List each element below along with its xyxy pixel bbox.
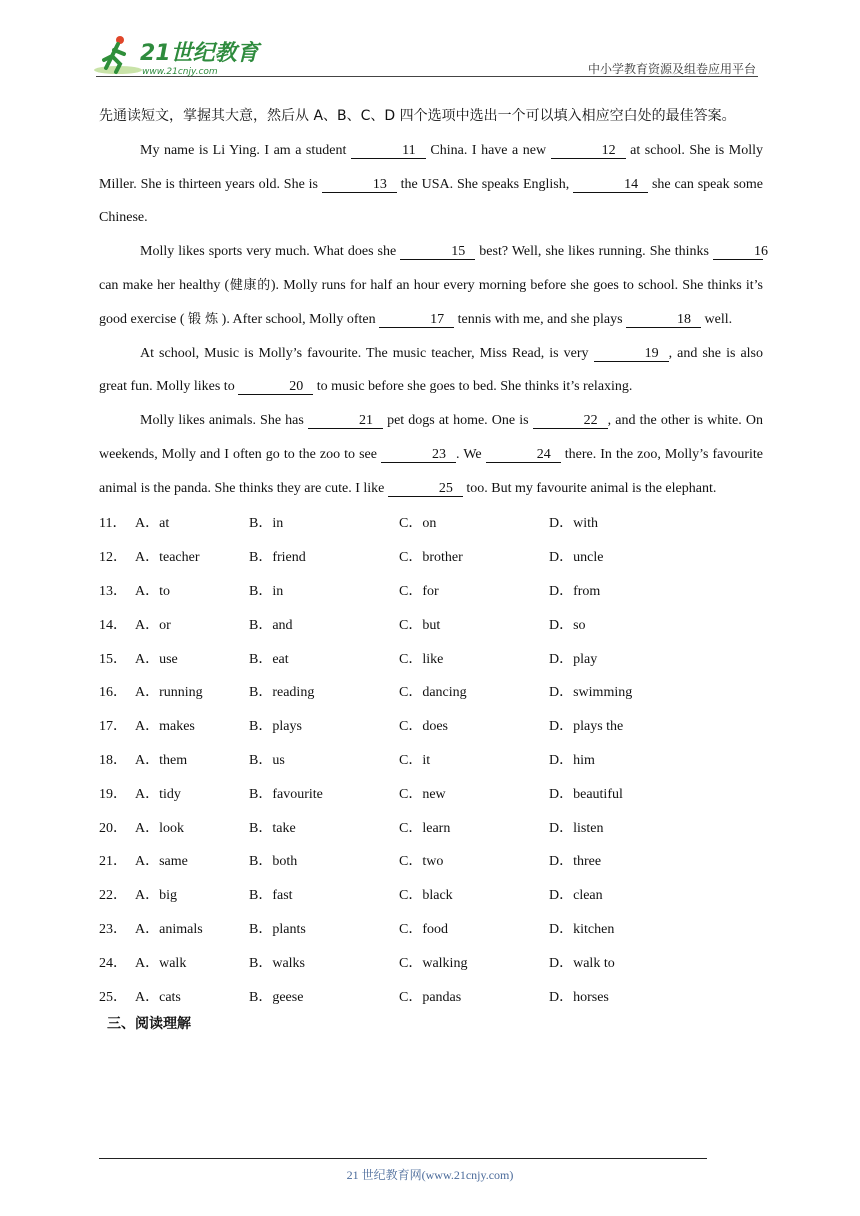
question-number: 16． — [99, 685, 127, 701]
option-b: B．eat — [249, 651, 289, 667]
passage-text: there. In the zoo, Molly’s favourite animal is the panda. She thinks they are cute. I like — [99, 446, 764, 496]
question-number: 25． — [99, 989, 127, 1005]
option-c: C．it — [399, 753, 431, 769]
blank-18: 18 — [626, 312, 701, 328]
option-c: C．like — [399, 651, 444, 667]
blank-12: 12 — [551, 143, 626, 159]
blank-21: 21 — [308, 413, 383, 429]
option-a: A．look — [135, 820, 184, 836]
option-b: B．reading — [249, 685, 315, 701]
question-row-24 — [99, 945, 763, 979]
question-row-21 — [99, 844, 763, 878]
option-a: A．running — [135, 685, 203, 701]
option-d: D．three — [549, 854, 602, 870]
option-d: D．walk to — [549, 955, 615, 971]
question-row-25 — [99, 979, 763, 1013]
chinese-gloss: 锻 炼 — [188, 311, 219, 327]
question-row-14 — [99, 607, 763, 641]
question-number: 11． — [99, 516, 127, 532]
passage-text: At school, Music is Molly’s favourite. The music teacher, Miss Read, is very — [140, 345, 594, 361]
option-a: A．cats — [135, 989, 181, 1005]
passage-text: ). After school, Molly often — [218, 311, 380, 327]
svg-text:www.21cnjy.com: www.21cnjy.com — [142, 67, 218, 77]
question-row-22 — [99, 877, 763, 911]
passage-paragraph-2 — [99, 235, 768, 336]
option-d: D．horses — [549, 989, 609, 1005]
option-d: D．uncle — [549, 550, 604, 566]
blank-14: 14 — [573, 177, 648, 193]
option-a: A．walk — [135, 955, 187, 971]
option-d: D．play — [549, 651, 598, 667]
option-c: C．brother — [399, 550, 463, 566]
blank-11: 11 — [351, 143, 426, 159]
header-platform-text: 中小学教育资源及组卷应用平台 — [587, 62, 756, 76]
option-d: D．him — [549, 753, 595, 769]
chinese-gloss: 健康的 — [229, 277, 271, 293]
blank-16: 16 — [713, 244, 763, 260]
option-d: D．with — [549, 516, 598, 532]
question-number: 22． — [99, 888, 127, 904]
passage-text: China. I have a new — [425, 142, 551, 158]
question-row-15 — [99, 641, 763, 675]
question-number: 14． — [99, 617, 127, 633]
passage-text: the USA. She speaks English, — [396, 176, 574, 192]
blank-15: 15 — [400, 244, 475, 260]
option-b: B．fast — [249, 888, 293, 904]
question-options-list — [99, 506, 763, 1013]
option-b: B．in — [249, 516, 284, 532]
option-a: A．tidy — [135, 786, 181, 802]
option-a: A．use — [135, 651, 178, 667]
option-b: B．favourite — [249, 786, 323, 802]
question-row-12 — [99, 539, 763, 573]
header-divider — [96, 76, 758, 77]
question-row-17 — [99, 708, 763, 742]
blank-25: 25 — [388, 481, 463, 497]
blank-20: 20 — [238, 379, 313, 395]
option-b: B．in — [249, 584, 284, 600]
option-c: C．new — [399, 786, 446, 802]
passage-text: Molly likes animals. She has — [140, 413, 308, 429]
option-a: A．big — [135, 888, 177, 904]
option-c: C．black — [399, 888, 453, 904]
passage-text: My name is Li Ying. I am a student — [140, 142, 351, 158]
question-row-16 — [99, 675, 763, 709]
option-b: B．us — [249, 753, 285, 769]
passage-text: best? Well, she likes running. She thinks — [475, 244, 713, 260]
passage-text: to music before she goes to bed. She thinks it’s relaxing. — [313, 379, 633, 395]
blank-22: 22 — [533, 413, 608, 429]
svg-text:21世纪教育: 21世纪教育 — [140, 41, 259, 66]
page-header — [0, 0, 860, 80]
option-a: A．teacher — [135, 550, 200, 566]
option-a: A．makes — [135, 719, 195, 735]
passage-paragraph-3 — [99, 337, 763, 405]
option-a: A．animals — [135, 922, 203, 938]
passage-text: , and the other is white. On weekends, Molly and I often go to the zoo to see — [99, 413, 763, 462]
option-a: A．same — [135, 854, 188, 870]
option-d: D．so — [549, 617, 586, 633]
option-b: B．plants — [249, 922, 306, 938]
section-title: 三、阅读理解 — [107, 1015, 191, 1032]
option-a: A．at — [135, 516, 170, 532]
option-b: B．plays — [249, 719, 302, 735]
option-d: D．swimming — [549, 685, 633, 701]
option-b: B．and — [249, 617, 293, 633]
option-c: C．two — [399, 854, 444, 870]
option-c: C．but — [399, 617, 441, 633]
blank-13: 13 — [322, 177, 397, 193]
blank-23: 23 — [381, 447, 456, 463]
option-b: B．walks — [249, 955, 305, 971]
blank-17: 17 — [379, 312, 454, 328]
passage-text: at school. She is Molly Miller. She is thirteen years old. She is — [99, 142, 763, 192]
option-d: D．from — [549, 584, 601, 600]
blank-24: 24 — [486, 447, 561, 463]
question-number: 20． — [99, 820, 127, 836]
passage-text: . We — [456, 446, 486, 462]
question-number: 24． — [99, 955, 127, 971]
option-d: D．listen — [549, 820, 604, 836]
passage-text: , and she is also great fun. Molly likes to — [99, 345, 763, 395]
passage-paragraph-1 — [99, 134, 763, 235]
question-number: 18． — [99, 753, 127, 769]
passage-text: ). Molly runs for half an hour every morning before she goes to school. She thinks it’s good exercise ( — [99, 277, 763, 327]
option-a: A．or — [135, 617, 171, 633]
blank-19: 19 — [594, 346, 669, 362]
option-c: C．dancing — [399, 685, 467, 701]
question-row-18 — [99, 742, 763, 776]
question-number: 21． — [99, 854, 127, 870]
option-c: C．on — [399, 516, 437, 532]
option-c: C．for — [399, 584, 439, 600]
document-body — [99, 100, 768, 1037]
option-d: D．plays the — [549, 719, 624, 735]
logo-runner-icon — [92, 32, 262, 78]
option-d: D．beautiful — [549, 786, 623, 802]
option-d: D．kitchen — [549, 922, 615, 938]
question-number: 12． — [99, 550, 127, 566]
option-c: C．does — [399, 719, 448, 735]
question-number: 15． — [99, 651, 127, 667]
footer-divider — [99, 1158, 707, 1159]
option-d: D．clean — [549, 888, 603, 904]
passage-text: tennis with me, and she plays — [454, 311, 627, 327]
question-row-20 — [99, 810, 763, 844]
passage-text: she can speak some Chinese. — [99, 176, 763, 226]
passage-text: well. — [701, 311, 733, 327]
instructions: 先通读短文，掌握其大意，然后从 A、B、C、D 四个选项中选出一个可以填入相应空白处的最佳答案。 — [99, 108, 736, 124]
option-c: C．food — [399, 922, 448, 938]
logo — [92, 32, 262, 78]
passage-paragraph-4 — [99, 404, 763, 505]
question-row-19 — [99, 776, 763, 810]
option-b: B．friend — [249, 550, 306, 566]
footer-text: 21 世纪教育网(www.21cnjy.com) — [346, 1168, 514, 1182]
passage-text: Molly likes sports very much. What does she — [140, 244, 401, 260]
option-b: B．both — [249, 854, 298, 870]
question-number: 17． — [99, 719, 127, 735]
question-number: 13． — [99, 584, 127, 600]
passage-text: too. But my favourite animal is the elephant. — [462, 480, 717, 496]
question-number: 19． — [99, 786, 127, 802]
option-b: B．take — [249, 820, 296, 836]
option-c: C．pandas — [399, 989, 462, 1005]
passage-text: pet dogs at home. One is — [382, 413, 533, 429]
option-a: A．to — [135, 584, 170, 600]
question-row-11 — [99, 506, 763, 540]
option-b: B．geese — [249, 989, 304, 1005]
option-c: C．learn — [399, 820, 451, 836]
question-row-13 — [99, 573, 763, 607]
option-c: C．walking — [399, 955, 468, 971]
question-row-23 — [99, 911, 763, 945]
question-number: 23． — [99, 922, 127, 938]
option-a: A．them — [135, 753, 188, 769]
passage-text: can make her healthy ( — [99, 277, 230, 293]
